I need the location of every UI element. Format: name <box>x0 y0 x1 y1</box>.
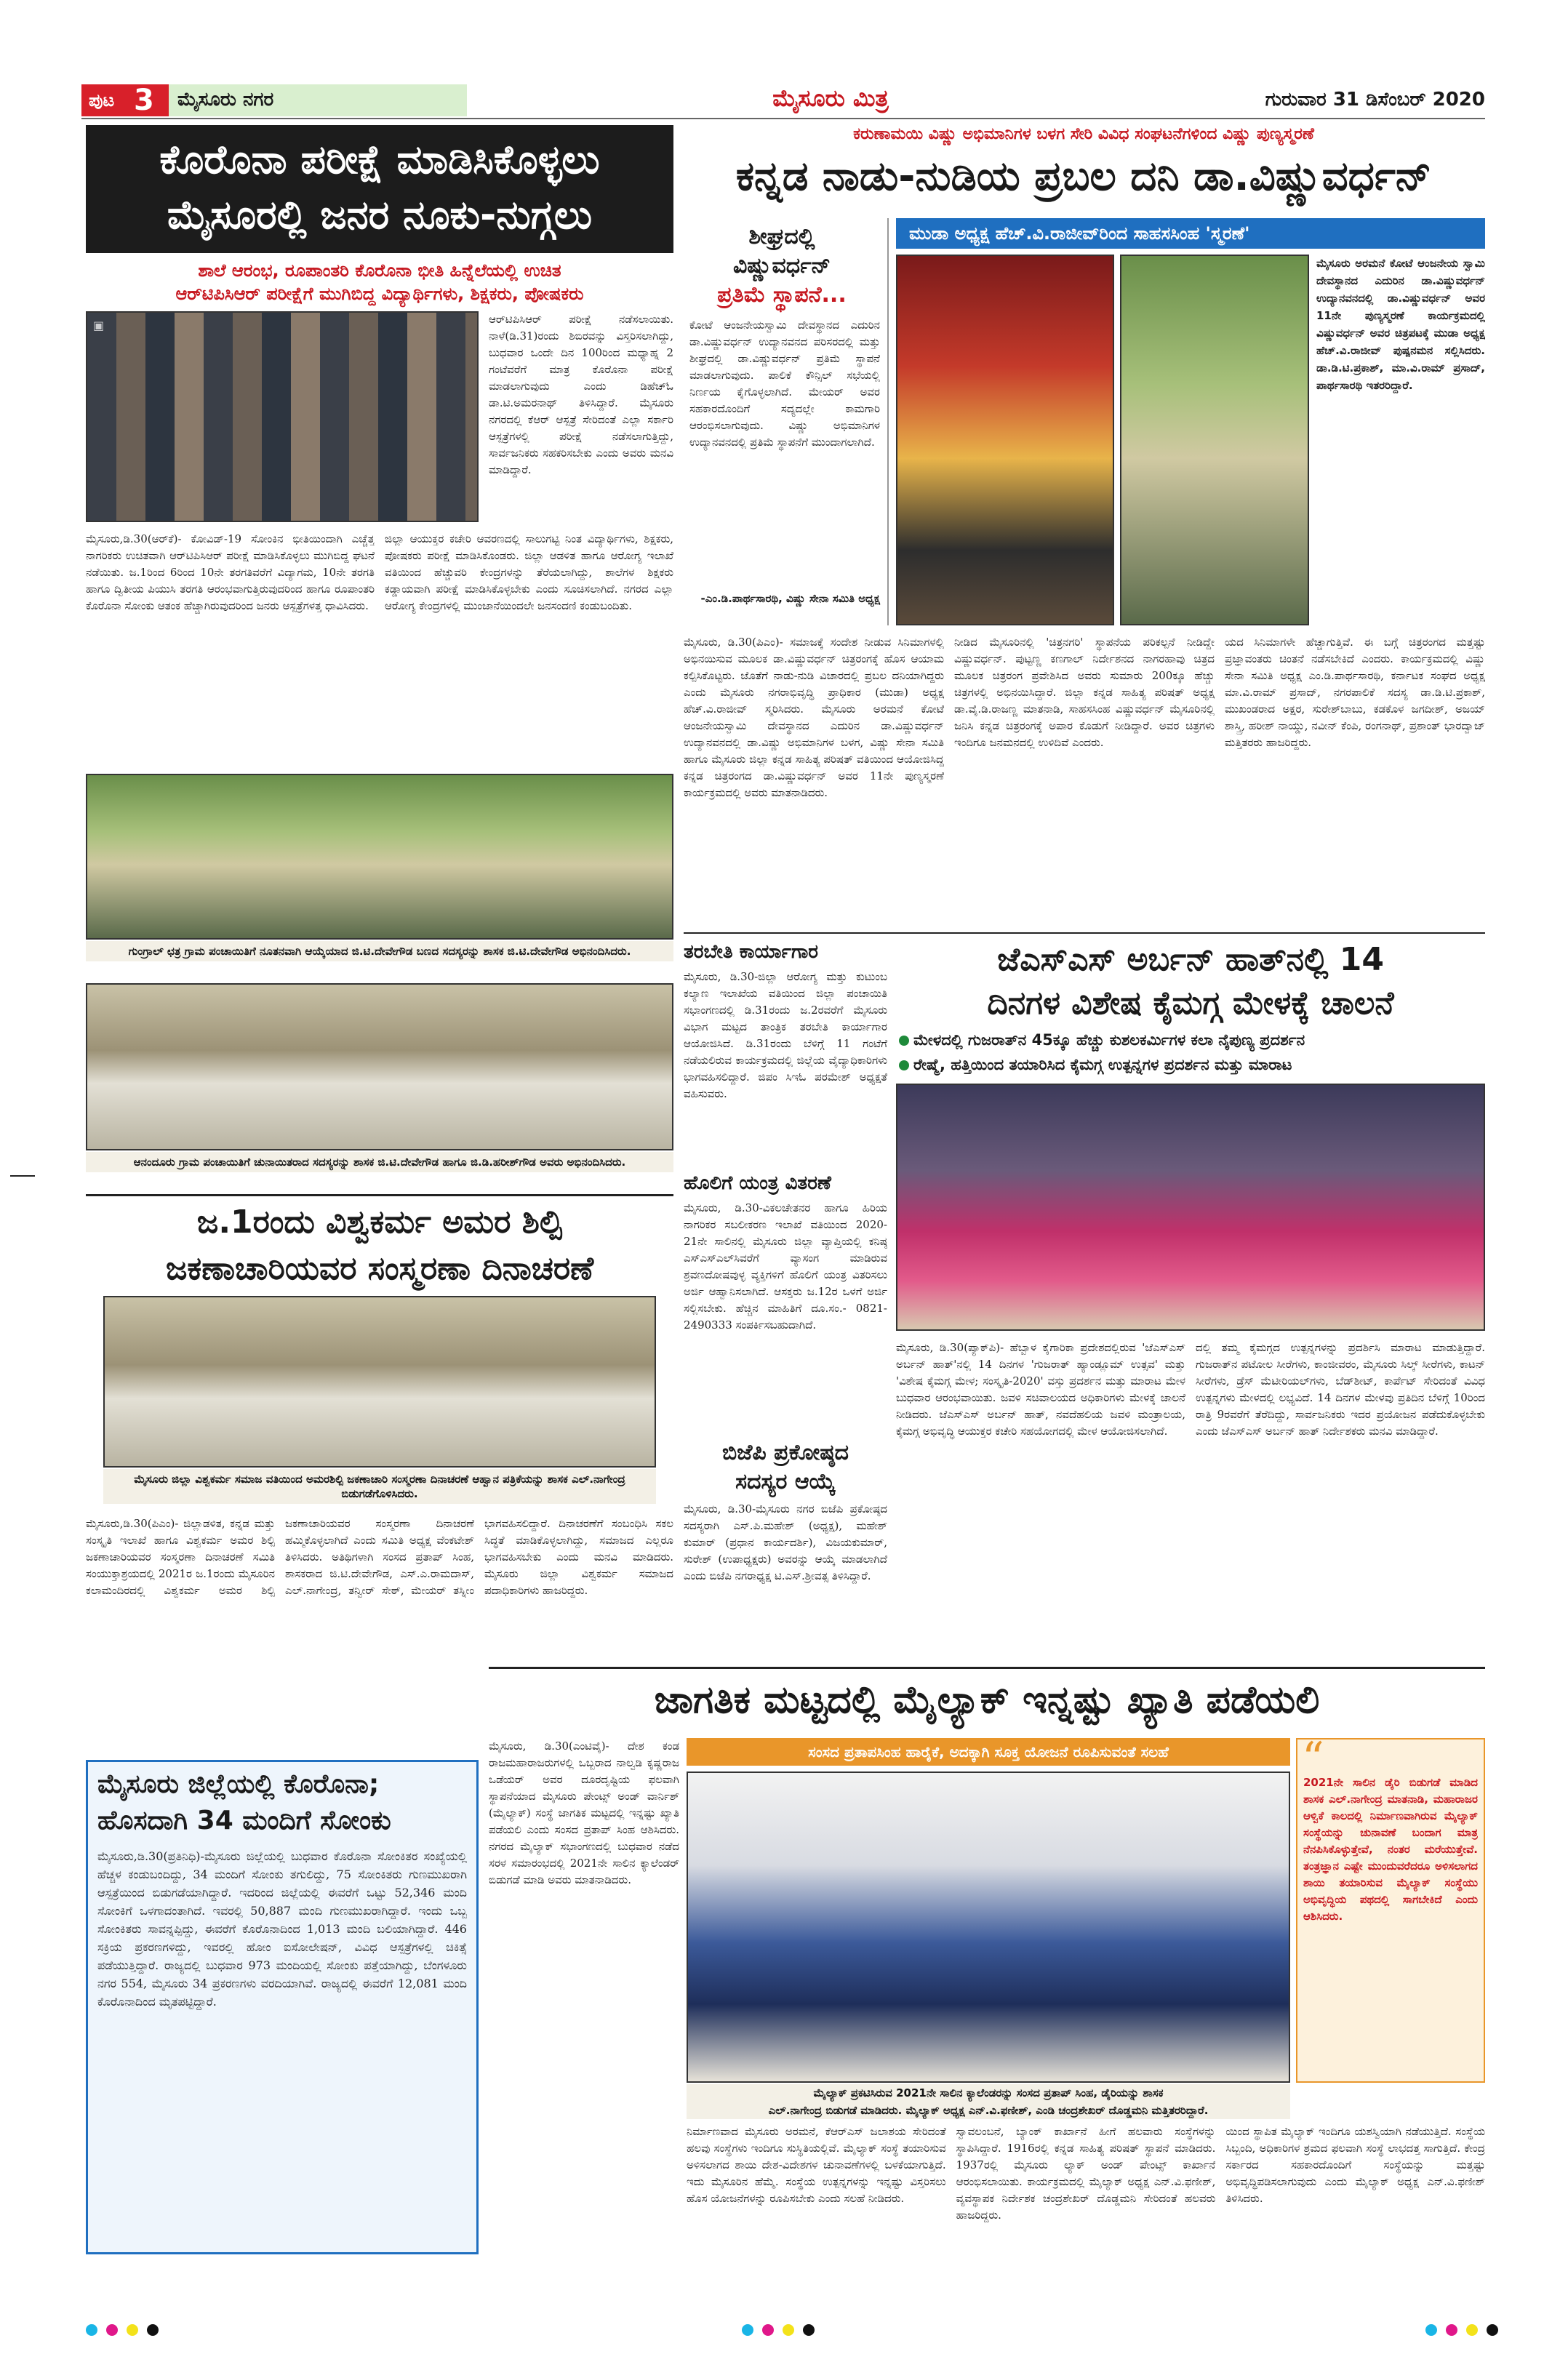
machinery-headline: ಹೊಲಿಗೆ ಯಂತ್ರ ವಿತರಣೆ <box>684 1172 831 1194</box>
caption-vishwakarma: ಮೈಸೂರು ಜಿಲ್ಲಾ ವಿಶ್ವಕರ್ಮ ಸಮಾಜ ವತಿಯಿಂದ ಅಮರಶಿಲ್ಪಿ ಜಕಣಾಚಾರಿ ಸಂಸ್ಮರಣಾ ದಿನಾಚರಣೆ ಆಹ್ವಾನ ಪತ್ರಿಕೆಯನ್ನು ಶಾಸಕ ಎಲ್.ನಾಗೇಂದ್ರ ಬಿಡುಗಡೆಗೊಳಿಸಿದರು. <box>103 1469 656 1504</box>
vishnu-photo-caption-text: ಮೈಸೂರು ಅರಮನೆ ಕೋಟೆ ಆಂಜನೇಯ ಸ್ವಾಮಿ ದೇವಸ್ಥಾನದ ಎದುರಿನ ಡಾ.ವಿಷ್ಣುವರ್ಧನ್ ಉದ್ಯಾನವನದಲ್ಲಿ ಡಾ.ವಿಷ್ಣುವರ್ಧನ್ ಅವರ 11ನೇ ಪುಣ್ಯಸ್ಮರಣೆ ಕಾರ್ಯಕ್ರಮದಲ್ಲಿ ವಿಷ್ಣುವರ್ಧನ್ ಅವರ ಚಿತ್ರಪಟಕ್ಕೆ ಮುಡಾ ಅಧ್ಯಕ್ಷ ಹೆಚ್.ವಿ.ರಾಜೀವ್ ಪುಷ್ಪನಮನ ಸಲ್ಲಿಸಿದರು. ಡಾ.ಡಿ.ಟಿ.ಪ್ರಕಾಶ್, ಮಾ.ವಿ.ರಾಮ್ ಪ್ರಸಾದ್, ಪಾರ್ಥಸಾರಥಿ ಇತರರಿದ್ದಾರೆ. <box>1316 257 1485 392</box>
mylac-body-3: ಸ್ವಾವಲಂಬನೆ, ಬ್ಯಾಂಕ್ ಕಾರ್ಖಾನೆ ಹೀಗೆ ಹಲವಾರು ಸಂಸ್ಥೆಗಳನ್ನು ಸ್ಥಾಪಿಸಿದ್ದಾರೆ. 1916ರಲ್ಲಿ ಕನ್ನಡ ಸಾಹಿತ್ಯ ಪರಿಷತ್ ಸ್ಥಾಪನೆ ಮಾಡಿದರು. 1937ರಲ್ಲಿ ಮೈಸೂರು ಲ್ಯಾಕ್ ಅಂಡ್ ಪೇಂಟ್ಸ್ ಕಾರ್ಖಾನೆ ಆರಂಭಿಸಲಾಯಿತು. ಕಾರ್ಯಕ್ರಮದಲ್ಲಿ ಮೈಲ್ಯಾಕ್ ಅಧ್ಯಕ್ಷ ಎನ್.ವಿ.ಫಣೀಶ್, ವ್ಯವಸ್ಥಾಪಕ ನಿರ್ದೇಶಕ ಚಂದ್ರಶೇಖರ್ ದೊಡ್ಡಮನಿ ಸೇರಿದಂತೆ ಹಲವರು ಹಾಜರಿದ್ದರು. <box>956 2125 1216 2222</box>
jss-body-2: ದಲ್ಲಿ ತಮ್ಮ ಕೈಮಗ್ಗದ ಉತ್ಪನ್ನಗಳನ್ನು ಪ್ರದರ್ಶಿಸಿ ಮಾರಾಟ ಮಾಡುತ್ತಿದ್ದಾರೆ. ಗುಜರಾತ್‌ನ ಪಟೋಲ ಸೀರೆಗಳು, ಕಾಂಜೀವರಂ, ಮೈಸೂರು ಸಿಲ್ಕ್ ಸೀರೆಗಳು, ಕಾಟನ್ ಸೀರೆಗಳು, ಡ್ರೆಸ್ ಮೆಟೀರಿಯಲ್‌ಗಳು, ಬೆಡ್‌ಶೀಟ್, ಕಾರ್ಪೆಟ್ ಸೇರಿದಂತೆ ವಿವಿಧ ಉತ್ಪನ್ನಗಳು ಮೇಳದಲ್ಲಿ ಲಭ್ಯವಿದೆ. 14 ದಿನಗಳ ಮೇಳವು ಪ್ರತಿದಿನ ಬೆಳಿಗ್ಗೆ 10ರಿಂದ ರಾತ್ರಿ 9ರವರೆಗೆ ತೆರೆದಿದ್ದು, ಸಾರ್ವಜನಿಕರು ಇದರ ಪ್ರಯೋಜನ ಪಡೆದುಕೊಳ್ಳಬೇಕು ಎಂದು ಜೆಎಸ್‌ಎಸ್ ಅರ್ಬನ್ ಹಾತ್ ನಿರ್ದೇಶಕರು ಮನವಿ ಮಾಡಿದ್ದಾರೆ. <box>1196 1341 1485 1438</box>
margin-tick <box>10 1175 35 1177</box>
bjp-body-text: ಮೈಸೂರು, ಡಿ.30-ಮೈಸೂರು ನಗರ ಬಿಜೆಪಿ ಪ್ರಕೋಷ್ಠದ ಸದಸ್ಯರಾಗಿ ಎಸ್.ಪಿ.ಮಹೇಶ್ (ಅಧ್ಯಕ್ಷ), ಮಹೇಶ್ ಕುಮಾರ್ (ಪ್ರಧಾನ ಕಾರ್ಯದರ್ಶಿ), ವಿಜಯಕುಮಾರ್, ಸುರೇಶ್ (ಉಪಾಧ್ಯಕ್ಷರು) ಅವರನ್ನು ಆಯ್ಕೆ ಮಾಡಲಾಗಿದೆ ಎಂದು ಬಿಜೆಪಿ ನಗರಾಧ್ಯಕ್ಷ ಟಿ.ಎಸ್.ಶ್ರೀವತ್ಸ ತಿಳಿಸಿದ್ದಾರೆ. <box>684 1502 887 1582</box>
dot-yellow <box>783 2324 794 2336</box>
vishnu-body-cols <box>684 634 1485 925</box>
quote-mark-icon: “ <box>1302 1733 1324 1784</box>
dot-cyan <box>742 2324 753 2336</box>
dot-black <box>803 2324 815 2336</box>
caption-gungral: ಗುಂಗ್ರಾಲ್ ಛತ್ರ ಗ್ರಾಮ ಪಂಚಾಯಿತಿಗೆ ನೂತನವಾಗಿ ಆಯ್ಕೆಯಾದ ಜಿ.ಟಿ.ದೇವೇಗೌಡ ಬಣದ ಸದಸ್ಯರನ್ನು ಶಾಸಕ ಜಿ.ಟಿ.ದೇವೇಗೌಡ ಅಭಿನಂದಿಸಿದರು. <box>86 941 673 961</box>
photo-anandur-members <box>86 983 673 1150</box>
corona-body-1: ಮೈಸೂರು,ಡಿ.30(ಆರ್‌ಕೆ)- ಕೋವಿಡ್-19 ಸೋಂಕಿನ ಭೀತಿಯಿಂದಾಗಿ ಎಚ್ಚೆತ್ತ ನಾಗರಿಕರು ಉಚಿತವಾಗಿ ಆರ್‌ಟಿಪಿಸಿಆರ್ ಪರೀಕ್ಷೆ ಮಾಡಿಸಿಕೊಳ್ಳಲು ಮುಗಿಬಿದ್ದ ಘಟನೆ ನಡೆಯಿತು. ಜ.1ರಿಂದ 6ರಿಂದ 10ನೇ ತರಗತಿವರೆಗೆ ವಿದ್ಯಾಗಮ, 10ನೇ ತರಗತಿ ಹಾಗೂ ದ್ವಿತೀಯ ಪಿಯುಸಿ ತರಗತಿ ಆರಂಭವಾಗುತ್ತಿರುವುದರಿಂದ ಹಾಗೂ ರೂಪಾಂತರಿ ಕೊರೊನಾ ಸೋಂಕು ಆತಂಕ ಹೆಚ್ಚಾಗಿರುವುದರಿಂದ ಜನರು ಆಸ್ಪತ್ರೆಗಳತ್ತ ಧಾವಿಸಿದರು. <box>86 532 375 612</box>
mylac-body-4: ಯಿಂದ ಸ್ಥಾಪಿತ ಮೈಲ್ಯಾಕ್ ಇಂದಿಗೂ ಯಶಸ್ವಿಯಾಗಿ ನಡೆಯುತ್ತಿದೆ. ಸಂಸ್ಥೆಯ ಸಿಬ್ಬಂದಿ, ಅಧಿಕಾರಿಗಳ ಶ್ರಮದ ಫಲವಾಗಿ ಸಂಸ್ಥೆ ಲಾಭದತ್ತ ಸಾಗುತ್ತಿದೆ. ಕೇಂದ್ರ ಸರ್ಕಾರದ ಸಹಕಾರದೊಂದಿಗೆ ಸಂಸ್ಥೆಯನ್ನು ಮತ್ತಷ್ಟು ಅಭಿವೃದ್ಧಿಪಡಿಸಲಾಗುವುದು ಎಂದು ಮೈಲ್ಯಾಕ್ ಅಧ್ಯಕ್ಷ ಎನ್.ವಿ.ಫಣೀಶ್ ತಿಳಿಸಿದರು. <box>1225 2125 1486 2205</box>
jss-bullet-1: ಮೇಳದಲ್ಲಿ ಗುಜರಾತ್‌ನ 45ಕ್ಕೂ ಹೆಚ್ಚು ಕುಶಲಕರ್ಮಿಗಳ ಕಲಾ ನೈಪುಣ್ಯ ಪ್ರದರ್ಶನ <box>913 1031 1305 1049</box>
dot-black <box>1487 2324 1498 2336</box>
mylac-caption-1: ಮೈಲ್ಯಾಕ್ ಪ್ರಕಟಿಸಿರುವ 2021ನೇ ಸಾಲಿನ ಕ್ಯಾಲೆಂಡರನ್ನು ಸಂಸದ ಪ್ರತಾಪ್ ಸಿಂಹ, ಡೈರಿಯನ್ನು ಶಾಸಕ <box>687 2084 1290 2102</box>
section-label: ಮೈಸೂರು ನಗರ <box>177 89 274 111</box>
photo-queue <box>86 311 479 522</box>
registration-dots-left <box>86 2324 167 2339</box>
corona-subhead-1: ಶಾಲೆ ಆರಂಭ, ರೂಪಾಂತರಿ ಕೊರೊನಾ ಭೀತಿ ಹಿನ್ನೆಲೆಯಲ್ಲಿ ಉಚಿತ <box>198 260 561 281</box>
training-body <box>684 969 887 1164</box>
dot-magenta <box>1446 2324 1457 2336</box>
masthead-rule <box>81 118 1485 119</box>
covid-count-headline-2: ಹೊಸದಾಗಿ 34 ಮಂದಿಗೆ ಸೋಂಕು <box>97 1806 391 1835</box>
photo-handloom <box>896 1084 1485 1331</box>
mylac-body-1: ಮೈಸೂರು, ಡಿ.30(ಎಂಟಿವೈ)- ದೇಶ ಕಂಡ ರಾಜಮಹಾರಾಜರುಗಳಲ್ಲಿ ಒಬ್ಬರಾದ ನಾಲ್ವಡಿ ಕೃಷ್ಣರಾಜ ಒಡೆಯರ್ ಅವರ ದೂರದೃಷ್ಟಿಯ ಫಲವಾಗಿ ಸ್ಥಾಪನೆಯಾದ ಮೈಸೂರು ಪೇಂಟ್ಸ್ ಅಂಡ್ ವಾರ್ನಿಶ್ (ಮೈಲ್ಯಾಕ್) ಸಂಸ್ಥೆ ಜಾಗತಿಕ ಮಟ್ಟದಲ್ಲಿ ಇನ್ನಷ್ಟು ಖ್ಯಾತಿ ಪಡೆಯಲಿ ಎಂದು ಸಂಸದ ಪ್ರತಾಪ್ ಸಿಂಹ ಆಶಿಸಿದರು. ನಗರದ ಮೈಲ್ಯಾಕ್ ಸಭಾಂಗಣದಲ್ಲಿ ಬುಧವಾರ ನಡೆದ ಸರಳ ಸಮಾರಂಭದಲ್ಲಿ 2021ನೇ ಸಾಲಿನ ಕ್ಯಾಲೆಂಡರ್ ಬಿಡುಗಡೆ ಮಾಡಿ ಅವರು ಮಾತನಾಡಿದರು. <box>489 1740 679 1886</box>
jss-headline-1: ಜೆಎಸ್‌ಎಸ್ ಅರ್ಬನ್ ಹಾತ್‌ನಲ್ಲಿ 14 <box>997 941 1384 978</box>
training-body-text: ಮೈಸೂರು, ಡಿ.30-ಜಿಲ್ಲಾ ಆರೋಗ್ಯ ಮತ್ತು ಕುಟುಂಬ ಕಲ್ಯಾಣ ಇಲಾಖೆಯ ವತಿಯಿಂದ ಜಿಲ್ಲಾ ಪಂಚಾಯಿತಿ ಸಭಾಂಗಣದಲ್ಲಿ ಡಿ.31ರಂದು ಜ.2ರವರೆಗೆ ಮೈಸೂರು ವಿಭಾಗ ಮಟ್ಟದ ತಾಂತ್ರಿಕ ತರಬೇತಿ ಕಾರ್ಯಾಗಾರ ಆಯೋಜಿಸಿದೆ. ಡಿ.31ರಂದು ಬೆಳಿಗ್ಗೆ 11 ಗಂಟೆಗೆ ನಡೆಯಲಿರುವ ಕಾರ್ಯಕ್ರಮದಲ್ಲಿ ಜಿಲ್ಲೆಯ ವೈದ್ಯಾಧಿಕಾರಿಗಳು ಭಾಗವಹಿಸಲಿದ್ದಾರೆ. ಜಿಪಂ ಸಿಇಓ ಪರಮೇಶ್ ಅಧ್ಯಕ್ಷತೆ ವಹಿಸುವರು. <box>684 970 887 1100</box>
mylac-quote-text: 2021ನೇ ಸಾಲಿನ ಡೈರಿ ಬಿಡುಗಡೆ ಮಾಡಿದ ಶಾಸಕ ಎಲ್.ನಾಗೇಂದ್ರ ಮಾತನಾಡಿ, ಮಹಾರಾಜರ ಆಳ್ವಿಕೆ ಕಾಲದಲ್ಲಿ ನಿರ್ಮಾಣವಾಗಿರುವ ಮೈಲ್ಯಾಕ್ ಸಂಸ್ಥೆಯನ್ನು ಚುನಾವಣೆ ಬಂದಾಗ ಮಾತ್ರ ನೆನಪಿಸಿಕೊಳ್ಳುತ್ತೇವೆ, ನಂತರ ಮರೆಯುತ್ತೇವೆ. ತಂತ್ರಜ್ಞಾನ ಎಷ್ಟೇ ಮುಂದುವರೆದರೂ ಅಳಿಸಲಾಗದ ಶಾಯಿ ತಯಾರಿಸುವ ಮೈಲ್ಯಾಕ್ ಸಂಸ್ಥೆಯು ಅಭಿವೃದ್ಧಿಯ ಪಥದಲ್ಲಿ ಸಾಗಬೇಕಿದೆ ಎಂದು ಆಶಿಸಿದರು. <box>1303 1776 1478 1923</box>
bjp-headline-2: ಸದಸ್ಯರ ಆಯ್ಕೆ <box>735 1469 836 1494</box>
vishwakarma-headline-1: ಜ.1ರಂದು ವಿಶ್ವಕರ್ಮ ಅಮರ ಶಿಲ್ಪಿ <box>196 1204 563 1241</box>
mylac-quote <box>1303 1774 1478 2077</box>
jss-bullet-2-dot <box>899 1060 909 1070</box>
dot-cyan <box>86 2324 97 2336</box>
vishnu-bar-title: ಮುಡಾ ಅಧ್ಯಕ್ಷ ಹೆಚ್.ವಿ.ರಾಜೀವ್‌ರಿಂದ ಸಾಹಸಸಿಂಹ 'ಸ್ಮರಣೆ' <box>909 223 1250 244</box>
page-word: ಪುಟ <box>89 90 115 111</box>
vishnu-side-title-2: ವಿಷ್ಣುವರ್ಧನ್ <box>732 253 831 279</box>
corona-headline-line-1: ಕೊರೊನಾ ಪರೀಕ್ಷೆ ಮಾಡಿಸಿಕೊಳ್ಳಲು <box>159 137 600 183</box>
paper-name: ಮೈಸೂರು ಮಿತ್ರ <box>772 84 889 112</box>
machinery-body-text: ಮೈಸೂರು, ಡಿ.30-ವಿಕಲಚೇತನರ ಹಾಗೂ ಹಿರಿಯ ನಾಗರಿಕರ ಸಬಲೀಕರಣ ಇಲಾಖೆ ವತಿಯಿಂದ 2020-21ನೇ ಸಾಲಿನಲ್ಲಿ ಮೈಸೂರು ಜಿಲ್ಲಾ ವ್ಯಾಪ್ತಿಯಲ್ಲಿ ಕನಿಷ್ಠ ಎಸ್‌ಎಸ್‌ಎಲ್‌ಸಿವರೆಗೆ ವ್ಯಾಸಂಗ ಮಾಡಿರುವ ಶ್ರವಣದೋಷವುಳ್ಳ ವ್ಯಕ್ತಿಗಳಿಗೆ ಹೊಲಿಗೆ ಯಂತ್ರ ವಿತರಿಸಲು ಅರ್ಜಿ ಆಹ್ವಾನಿಸಲಾಗಿದೆ. ಆಸಕ್ತರು ಜ.12ರ ಒಳಗೆ ಅರ್ಜಿ ಸಲ್ಲಿಸಬೇಕು. ಹೆಚ್ಚಿನ ಮಾಹಿತಿಗೆ ದೂ.ಸಂ.- 0821-2490333 ಸಂಪರ್ಕಿಸಬಹುದಾಗಿದೆ. <box>684 1201 887 1332</box>
masthead <box>81 81 1485 119</box>
jss-body-cols <box>896 1340 1485 1662</box>
bjp-headline-1: ಬಿಜೆಪಿ ಪ್ರಕೋಷ್ಠದ <box>721 1440 849 1465</box>
divider-mylac <box>489 1667 1485 1669</box>
caption-anandur: ಆನಂದೂರು ಗ್ರಾಮ ಪಂಚಾಯಿತಿಗೆ ಚುನಾಯಿತರಾದ ಸದಸ್ಯರನ್ನು ಶಾಸಕ ಜಿ.ಟಿ.ದೇವೇಗೌಡ ಹಾಗೂ ಜಿ.ಡಿ.ಹರೀಶ್‌ಗೌಡ ಅವರು ಅಭಿನಂದಿಸಿದರು. <box>86 1152 673 1172</box>
vishnu-headline: ಕನ್ನಡ ನಾಡು-ನುಡಿಯ ಪ್ರಬಲ ದನಿ ಡಾ.ವಿಷ್ಣುವರ್ಧನ್ <box>735 153 1432 200</box>
mylac-headline: ಜಾಗತಿಕ ಮಟ್ಟದಲ್ಲಿ ಮೈಲ್ಯಾಕ್ ಇನ್ನಷ್ಟು ಖ್ಯಾತಿ ಪಡೆಯಲಿ <box>654 1678 1320 1722</box>
issue-date: ಗುರುವಾರ 31 ಡಿಸೆಂಬರ್ 2020 <box>1265 89 1485 111</box>
mylac-body-left <box>489 1738 679 2254</box>
vishnu-body-1: ಮೈಸೂರು, ಡಿ.30(ಪಿಎಂ)- ಸಮಾಜಕ್ಕೆ ಸಂದೇಶ ನೀಡುವ ಸಿನಿಮಾಗಳಲ್ಲಿ ಅಭಿನಯಿಸುವ ಮೂಲಕ ಡಾ.ವಿಷ್ಣುವರ್ಧನ್ ಚಿತ್ರರಂಗಕ್ಕೆ ಹೊಸ ಆಯಾಮ ಕಲ್ಪಿಸಿಕೊಟ್ಟರು. ಜೊತೆಗೆ ನಾಡು-ನುಡಿ ವಿಚಾರದಲ್ಲಿ ಪ್ರಬಲ ದನಿಯಾಗಿದ್ದರು ಎಂದು ಮೈಸೂರು ನಗರಾಭಿವೃದ್ಧಿ ಪ್ರಾಧಿಕಾರ (ಮುಡಾ) ಅಧ್ಯಕ್ಷ ಹೆಚ್.ವಿ.ರಾಜೀವ್ ಸ್ಮರಿಸಿದರು. ಮೈಸೂರು ಅರಮನೆ ಕೋಟೆ ಆಂಜನೇಯಸ್ವಾಮಿ ದೇವಸ್ಥಾನದ ಎದುರಿನ ಡಾ.ವಿಷ್ಣುವರ್ಧನ್ ಉದ್ಯಾನವನದಲ್ಲಿ ಡಾ.ವಿಷ್ಣು ಅಭಿಮಾನಿಗಳ ಬಳಗ, ವಿಷ್ಣು ಸೇನಾ ಸಮಿತಿ ಹಾಗೂ ಮೈಸೂರು ಜಿಲ್ಲಾ ಕನ್ನಡ ಸಾಹಿತ್ಯ ಪರಿಷತ್ ವತಿಯಿಂದ ಆಯೋಜಿಸಿದ್ದ ಕನ್ನಡ ಚಿತ್ರರಂಗದ ಡಾ.ವಿಷ್ಣುವರ್ಧನ್ ಅವರ 11ನೇ ಪುಣ್ಯಸ್ಮರಣೆ ಕಾರ್ಯಕ್ರಮದಲ್ಲಿ ಅವರು ಮಾತನಾಡಿದರು. <box>684 636 944 799</box>
vishnu-side-title-3: ಪ್ರತಿಮೆ ಸ್ಥಾಪನೆ... <box>717 282 847 308</box>
photo-vishnu-tribute <box>1120 255 1309 625</box>
machinery-body <box>684 1200 887 1433</box>
jss-bullet-1-dot <box>899 1036 909 1046</box>
vishnu-body-3: ಯದ ಸಿನಿಮಾಗಳೇ ಹೆಚ್ಚಾಗುತ್ತಿವೆ. ಈ ಬಗ್ಗೆ ಚಿತ್ರರಂಗದ ಮತ್ತಷ್ಟು ಪ್ರಜ್ಞಾವಂತರು ಚಿಂತನೆ ನಡೆಸಬೇಕಿದೆ ಎಂದರು. ಕಾರ್ಯಕ್ರಮದಲ್ಲಿ ವಿಷ್ಣು ಸೇನಾ ಸಮಿತಿ ಅಧ್ಯಕ್ಷ ಎಂ.ಡಿ.ಪಾರ್ಥಸಾರಥಿ, ಕರ್ನಾಟಕ ಸಂಘದ ಅಧ್ಯಕ್ಷ ಮಾ.ವಿ.ರಾಮ್ ಪ್ರಸಾದ್, ನಗರಪಾಲಿಕೆ ಸದಸ್ಯ ಡಾ.ಡಿ.ಟಿ.ಪ್ರಕಾಶ್, ಮುಖಂಡರಾದ ಅಕ್ಷರ, ಸುರೇಶ್‌ಬಾಬು, ಕಡಕೊಳ ಜಗದೀಶ್, ಅಜಯ್ ಶಾಸ್ತ್ರಿ, ಹರೀಶ್ ನಾಯ್ಡು, ನವೀನ್ ಕೆಂಪಿ, ರಂಗನಾಥ್, ಪ್ರಶಾಂತ್ ಭಾರದ್ವಾಜ್ ಮತ್ತಿತರರು ಹಾಜರಿದ್ದರು. <box>1225 636 1485 749</box>
jss-body-1: ಮೈಸೂರು, ಡಿ.30(ಪ್ಯಾಕ್‌ಪಿ)- ಹೆಬ್ಬಾಳ ಕೈಗಾರಿಕಾ ಪ್ರದೇಶದಲ್ಲಿರುವ 'ಜೆಎಸ್‌ಎಸ್ ಅರ್ಬನ್ ಹಾತ್'ನಲ್ಲಿ 14 ದಿನಗಳ 'ಗುಜರಾತ್ ಹ್ಯಾಂಡ್ಲೂಮ್ ಉತ್ಸವ' ಮತ್ತು 'ವಿಶೇಷ ಕೈಮಗ್ಗ ಮೇಳ; ಸಂಸ್ಕೃತಿ-2020' ವಸ್ತು ಪ್ರದರ್ಶನ ಮತ್ತು ಮಾರಾಟ ಮೇಳ ಬುಧವಾರ ಆರಂಭವಾಯಿತು. ಜವಳಿ ಸಚಿವಾಲಯದ ಅಧಿಕಾರಿಗಳು ಮೇಳಕ್ಕೆ ಚಾಲನೆ ನೀಡಿದರು. ಜೆಎಸ್‌ಎಸ್ ಅರ್ಬನ್ ಹಾತ್, ನವದೆಹಲಿಯ ಜವಳಿ ಮಂತ್ರಾಲಯ, ಕೈಮಗ್ಗ ಅಭಿವೃದ್ಧಿ ಆಯುಕ್ತರ ಕಚೇರಿ ಸಹಯೋಗದಲ್ಲಿ ಮೇಳ ಆಯೋಜಿಸಲಾಗಿದೆ. <box>896 1341 1185 1438</box>
mylac-body-2: ನಿರ್ಮಾಣವಾದ ಮೈಸೂರು ಅರಮನೆ, ಕೆಆರ್‌ಎಸ್ ಜಲಾಶಯ ಸೇರಿದಂತೆ ಹಲವು ಸಂಸ್ಥೆಗಳು ಇಂದಿಗೂ ಸುಸ್ಥಿತಿಯಲ್ಲಿವೆ. ಮೈಲ್ಯಾಕ್ ಸಂಸ್ಥೆ ತಯಾರಿಸುವ ಅಳಿಸಲಾಗದ ಶಾಯಿ ದೇಶ-ವಿದೇಶಗಳ ಚುನಾವಣೆಗಳಲ್ಲಿ ಬಳಕೆಯಾಗುತ್ತಿದೆ. ಇದು ಮೈಸೂರಿನ ಹೆಮ್ಮೆ. ಸಂಸ್ಥೆಯ ಉತ್ಪನ್ನಗಳನ್ನು ಇನ್ನಷ್ಟು ವಿಸ್ತರಿಸಲು ಹೊಸ ಯೋಜನೆಗಳನ್ನು ರೂಪಿಸಬೇಕು ಎಂದು ಸಲಹೆ ನೀಡಿದರು. <box>687 2125 946 2205</box>
vishnu-kicker: ಕರುಣಾಮಯಿ ವಿಷ್ಣು ಅಭಿಮಾನಿಗಳ ಬಳಗ ಸೇರಿ ವಿವಿಧ ಸಂಘಟನೆಗಳಿಂದ ವಿಷ್ಣು ಪುಣ್ಯಸ್ಮರಣೆ <box>853 125 1314 143</box>
covid-count-headline-1: ಮೈಸೂರು ಜಿಲ್ಲೆಯಲ್ಲಿ ಕೊರೊನಾ; <box>97 1769 380 1799</box>
vishnu-side-body <box>689 317 880 586</box>
dot-yellow <box>1466 2324 1478 2336</box>
vishnu-photo-caption <box>1316 255 1485 625</box>
vishnu-body-2: ನೀಡಿದ ಮೈಸೂರಿನಲ್ಲಿ 'ಚಿತ್ರನಗರಿ' ಸ್ಥಾಪನೆಯ ಪರಿಕಲ್ಪನೆ ನೀಡಿದ್ದೇ ವಿಷ್ಣುವರ್ಧನ್. ಪುಟ್ಟಣ್ಣ ಕಣಗಾಲ್ ನಿರ್ದೇಶನದ ನಾಗರಹಾವು ಚಿತ್ರದ ಮೂಲಕ ಚಿತ್ರರಂಗ ಪ್ರವೇಶಿಸಿದ ಅವರು ಸುಮಾರು 200ಕ್ಕೂ ಹೆಚ್ಚು ಚಿತ್ರಗಳಲ್ಲಿ ಅಭಿನಯಿಸಿದ್ದಾರೆ. ಜಿಲ್ಲಾ ಕನ್ನಡ ಸಾಹಿತ್ಯ ಪರಿಷತ್ ಅಧ್ಯಕ್ಷ ಡಾ.ವೈ.ಡಿ.ರಾಜಣ್ಣ ಮಾತನಾಡಿ, ಸಾಹಸಸಿಂಹ ವಿಷ್ಣುವರ್ಧನ್ ಮೈಸೂರಿನಲ್ಲಿ ಜನಿಸಿ ಕನ್ನಡ ಚಿತ್ರರಂಗಕ್ಕೆ ಅಪಾರ ಕೊಡುಗೆ ನೀಡಿದ್ದಾರೆ. ಅವರ ಚಿತ್ರಗಳು ಇಂದಿಗೂ ಜನಮನದಲ್ಲಿ ಉಳಿದಿವೆ ಎಂದರು. <box>954 636 1215 749</box>
photo-mylac-release <box>687 1772 1290 2083</box>
corona-body-right-col <box>489 311 673 522</box>
training-headline: ತರಬೇತಿ ಕಾರ್ಯಾಗಾರ <box>684 941 819 963</box>
divider-vishwakarma <box>86 1194 673 1196</box>
photo-queue-label: ▣ <box>93 319 105 332</box>
photo-gungral-members <box>86 774 673 940</box>
corona-body-2: ಜಿಲ್ಲಾ ಆಯುಕ್ತರ ಕಚೇರಿ ಆವರಣದಲ್ಲಿ ಸಾಲುಗಟ್ಟಿ ನಿಂತ ವಿದ್ಯಾರ್ಥಿಗಳು, ಶಿಕ್ಷಕರು, ಪೋಷಕರು ಪರೀಕ್ಷೆ ಮಾಡಿಸಿಕೊಂಡರು. ಜಿಲ್ಲಾ ಆಡಳಿತ ಹಾಗೂ ಆರೋಗ್ಯ ಇಲಾಖೆ ವತಿಯಿಂದ ಹೆಚ್ಚುವರಿ ಕೇಂದ್ರಗಳನ್ನು ತೆರೆಯಲಾಗಿದ್ದು, ಶಾಲೆಗಳ ಶಿಕ್ಷಕರು ಕಡ್ಡಾಯವಾಗಿ ಪರೀಕ್ಷೆ ಮಾಡಿಸಿಕೊಳ್ಳಬೇಕು ಎಂದು ಸೂಚಿಸಲಾಗಿದೆ. ನಗರದ ಎಲ್ಲಾ ಆರೋಗ್ಯ ಕೇಂದ್ರಗಳಲ್ಲಿ ಮುಂಜಾನೆಯಿಂದಲೇ ಜನಸಂದಣಿ ಕಂಡುಬಂದಿತು. <box>385 532 673 612</box>
dot-magenta <box>762 2324 774 2336</box>
bjp-body <box>684 1501 887 1662</box>
corona-body-cols <box>86 531 673 764</box>
mylac-body-bottom <box>687 2123 1485 2254</box>
vishwakarma-headline-2: ಜಕಣಾಚಾರಿಯವರ ಸಂಸ್ಮರಣಾ ದಿನಾಚರಣೆ <box>165 1250 594 1287</box>
corona-subhead-2: ಆರ್‌ಟಿಪಿಸಿಆರ್ ಪರೀಕ್ಷೆಗೆ ಮುಗಿಬಿದ್ದ ವಿದ್ಯಾರ್ಥಿಗಳು, ಶಿಕ್ಷಕರು, ಪೋಷಕರು <box>175 284 584 304</box>
vishnu-side-byline: -ಎಂ.ಡಿ.ಪಾರ್ಥಸಾರಥಿ, ವಿಷ್ಣು ಸೇನಾ ಸಮಿತಿ ಅಧ್ಯಕ್ಷ <box>700 592 880 605</box>
page-number: 3 <box>134 84 154 117</box>
mylac-caption-2: ಎಲ್.ನಾಗೇಂದ್ರ ಬಿಡುಗಡೆ ಮಾಡಿದರು. ಮೈಲ್ಯಾಕ್ ಅಧ್ಯಕ್ಷ ಎನ್.ವಿ.ಫಣೀಶ್, ಎಂಡಿ ಚಂದ್ರಶೇಖರ್ ದೊಡ್ಡಮನಿ ಮತ್ತಿತರರಿದ್ದಾರೆ. <box>687 2102 1290 2119</box>
dot-magenta <box>106 2324 118 2336</box>
covid-count-body-text: ಮೈಸೂರು,ಡಿ.30(ಪ್ರತಿನಿಧಿ)-ಮೈಸೂರು ಜಿಲ್ಲೆಯಲ್ಲಿ ಬುಧವಾರ ಕೊರೊನಾ ಸೋಂಕಿತರ ಸಂಖ್ಯೆಯಲ್ಲಿ ಹೆಚ್ಚಳ ಕಂಡುಬಂದಿದ್ದು, 34 ಮಂದಿಗೆ ಸೋಂಕು ತಗುಲಿದ್ದು, 75 ಸೋಂಕಿತರು ಗುಣಮುಖರಾಗಿ ಆಸ್ಪತ್ರೆಯಿಂದ ಬಿಡುಗಡೆಯಾಗಿದ್ದಾರೆ. ಇದರಿಂದ ಜಿಲ್ಲೆಯಲ್ಲಿ ಈವರೆಗೆ ಒಟ್ಟು 52,346 ಮಂದಿ ಸೋಂಕಿಗೆ ಒಳಗಾದಂತಾಗಿದೆ. ಇವರಲ್ಲಿ 50,887 ಮಂದಿ ಗುಣಮುಖರಾಗಿದ್ದಾರೆ. ಇಂದು ಒಬ್ಬ ಸೋಂಕಿತರು ಸಾವನ್ನಪ್ಪಿದ್ದು, ಈವರೆಗೆ ಕೊರೊನಾದಿಂದ 1,013 ಮಂದಿ ಬಲಿಯಾಗಿದ್ದಾರೆ. 446 ಸಕ್ರಿಯ ಪ್ರಕರಣಗಳಿದ್ದು, ಇವರಲ್ಲಿ ಹೋಂ ಐಸೋಲೇಷನ್, ವಿವಿಧ ಆಸ್ಪತ್ರೆಗಳಲ್ಲಿ ಚಿಕಿತ್ಸೆ ಪಡೆಯುತ್ತಿದ್ದಾರೆ. ರಾಜ್ಯದಲ್ಲಿ ಬುಧವಾರ 973 ಮಂದಿಯಲ್ಲಿ ಸೋಂಕು ಪತ್ತೆಯಾಗಿದ್ದು, ಬೆಂಗಳೂರು ನಗರ 554, ಮೈಸೂರು 34 ಪ್ರಕರಣಗಳು ವರದಿಯಾಗಿವೆ. ರಾಜ್ಯದಲ್ಲಿ ಈವರೆಗೆ 12,081 ಮಂದಿ ಕೊರೊನಾದಿಂದ ಮೃತಪಟ್ಟಿದ್ದಾರೆ. <box>97 1849 467 2009</box>
covid-count-body <box>97 1847 467 2246</box>
registration-dots-right <box>1425 2324 1498 2339</box>
mylac-bar-text: ಸಂಸದ ಪ್ರತಾಪಸಿಂಹ ಹಾರೈಕೆ, ಅದಕ್ಕಾಗಿ ಸೂಕ್ತ ಯೋಜನೆ ರೂಪಿಸುವಂತೆ ಸಲಹೆ <box>808 1743 1169 1761</box>
dot-black <box>147 2324 159 2336</box>
corona-headline-line-2: ಮೈಸೂರಲ್ಲಿ ಜನರ ನೂಕು-ನುಗ್ಗಲು <box>167 192 593 238</box>
photo-vishnu-portrait <box>896 255 1114 625</box>
jss-headline-2: ದಿನಗಳ ವಿಶೇಷ ಕೈಮಗ್ಗ ಮೇಳಕ್ಕೆ ಚಾಲನೆ <box>987 985 1394 1022</box>
vishnu-side-body-text: ಕೋಟೆ ಆಂಜನೇಯಸ್ವಾಮಿ ದೇವಸ್ಥಾನದ ಎದುರಿನ ಡಾ.ವಿಷ್ಣುವರ್ಧನ್ ಉದ್ಯಾನವನದ ಪರಿಸರದಲ್ಲಿ ಮತ್ತು ಶೀಘ್ರದಲ್ಲಿ ಡಾ.ವಿಷ್ಣುವರ್ಧನ್ ಪ್ರತಿಮೆ ಸ್ಥಾಪನೆ ಮಾಡಲಾಗುವುದು. ಪಾಲಿಕೆ ಕೌನ್ಸಿಲ್ ಸಭೆಯಲ್ಲಿ ನಿರ್ಣಯ ಕೈಗೊಳ್ಳಲಾಗಿದೆ. ಮೇಯರ್ ಅವರ ಸಹಕಾರದೊಂದಿಗೆ ಸದ್ಯದಲ್ಲೇ ಕಾಮಗಾರಿ ಆರಂಭಿಸಲಾಗುವುದು. ವಿಷ್ಣು ಅಭಿಮಾನಿಗಳ ಉದ್ಯಾನವನದಲ್ಲಿ ಪ್ರತಿಮೆ ಸ್ಥಾಪನೆಗೆ ಮುಂದಾಗಲಾಗಿದೆ. <box>689 319 880 449</box>
photo-vishwakarma <box>103 1296 656 1468</box>
divider-small-col <box>684 932 1485 934</box>
vishnu-side-title-1: ಶೀಘ್ರದಲ್ಲಿ <box>748 224 815 249</box>
dot-cyan <box>1425 2324 1437 2336</box>
corona-body-3: ಆರ್‌ಟಿಪಿಸಿಆರ್ ಪರೀಕ್ಷೆ ನಡೆಸಲಾಯಿತು. ನಾಳೆ(ಡಿ.31)ರಂದು ಶಿಬಿರವನ್ನು ವಿಸ್ತರಿಸಲಾಗಿದ್ದು, ಬುಧವಾರ ಒಂದೇ ದಿನ 100ರಿಂದ ಮಧ್ಯಾಹ್ನ 2 ಗಂಟೆವರೆಗೆ ಮಾತ್ರ ಕೊರೊನಾ ಪರೀಕ್ಷೆ ಮಾಡಲಾಗುವುದು ಎಂದು ಡಿಹೆಚ್‌ಓ ಡಾ.ಟಿ.ಅಮರನಾಥ್ ತಿಳಿಸಿದ್ದಾರೆ. ಮೈಸೂರು ನಗರದಲ್ಲಿ ಕೆಆರ್ ಆಸ್ಪತ್ರೆ ಸೇರಿದಂತೆ ಎಲ್ಲಾ ಸರ್ಕಾರಿ ಆಸ್ಪತ್ರೆಗಳಲ್ಲಿ ಪರೀಕ್ಷೆ ನಡೆಸಲಾಗುತ್ತಿದ್ದು, ಸಾರ್ವಜನಿಕರು ಸಹಕರಿಸಬೇಕು ಎಂದು ಅವರು ಮನವಿ ಮಾಡಿದ್ದಾರೆ. <box>489 313 673 476</box>
jss-bullet-2: ರೇಷ್ಮೆ, ಹತ್ತಿಯಿಂದ ತಯಾರಿಸಿದ ಕೈಮಗ್ಗ ಉತ್ಪನ್ನಗಳ ಪ್ರದರ್ಶನ ಮತ್ತು ಮಾರಾಟ <box>913 1056 1292 1073</box>
dot-yellow <box>127 2324 138 2336</box>
vishwakarma-body-text: ಮೈಸೂರು,ಡಿ.30(ಪಿಎಂ)- ಜಿಲ್ಲಾಡಳಿತ, ಕನ್ನಡ ಮತ್ತು ಸಂಸ್ಕೃತಿ ಇಲಾಖೆ ಹಾಗೂ ವಿಶ್ವಕರ್ಮ ಅಮರ ಶಿಲ್ಪಿ ಜಕಣಾಚಾರಿಯವರ ಸಂಸ್ಮರಣಾ ದಿನಾಚರಣೆ ಸಮಿತಿ ಸಂಯುಕ್ತಾಶ್ರಯದಲ್ಲಿ 2021ರ ಜ.1ರಂದು ಮೈಸೂರಿನ ಕಲಾಮಂದಿರದಲ್ಲಿ ವಿಶ್ವಕರ್ಮ ಅಮರ ಶಿಲ್ಪಿ ಜಕಣಾಚಾರಿಯವರ ಸಂಸ್ಮರಣಾ ದಿನಾಚರಣೆ ಹಮ್ಮಿಕೊಳ್ಳಲಾಗಿದೆ ಎಂದು ಸಮಿತಿ ಅಧ್ಯಕ್ಷ ವೆಂಕಟೇಶ್ ತಿಳಿಸಿದರು. ಅತಿಥಿಗಳಾಗಿ ಸಂಸದ ಪ್ರತಾಪ್ ಸಿಂಹ, ಶಾಸಕರಾದ ಜಿ.ಟಿ.ದೇವೇಗೌಡ, ಎಸ್.ಎ.ರಾಮದಾಸ್, ಎಲ್.ನಾಗೇಂದ್ರ, ತನ್ವೀರ್ ಸೇಠ್, ಮೇಯರ್ ತಸ್ನೀಂ ಭಾಗವಹಿಸಲಿದ್ದಾರೆ. ದಿನಾಚರಣೆಗೆ ಸಂಬಂಧಿಸಿ ಸಕಲ ಸಿದ್ಧತೆ ಮಾಡಿಕೊಳ್ಳಲಾಗಿದ್ದು, ಸಮಾಜದ ಎಲ್ಲರೂ ಭಾಗವಹಿಸಬೇಕು ಎಂದು ಮನವಿ ಮಾಡಿದರು. ಮೈಸೂರು ಜಿಲ್ಲಾ ವಿಶ್ವಕರ್ಮ ಸಮಾಜದ ಪದಾಧಿಕಾರಿಗಳು ಹಾಜರಿದ್ದರು. <box>86 1517 673 1597</box>
registration-dots-center <box>742 2324 823 2339</box>
